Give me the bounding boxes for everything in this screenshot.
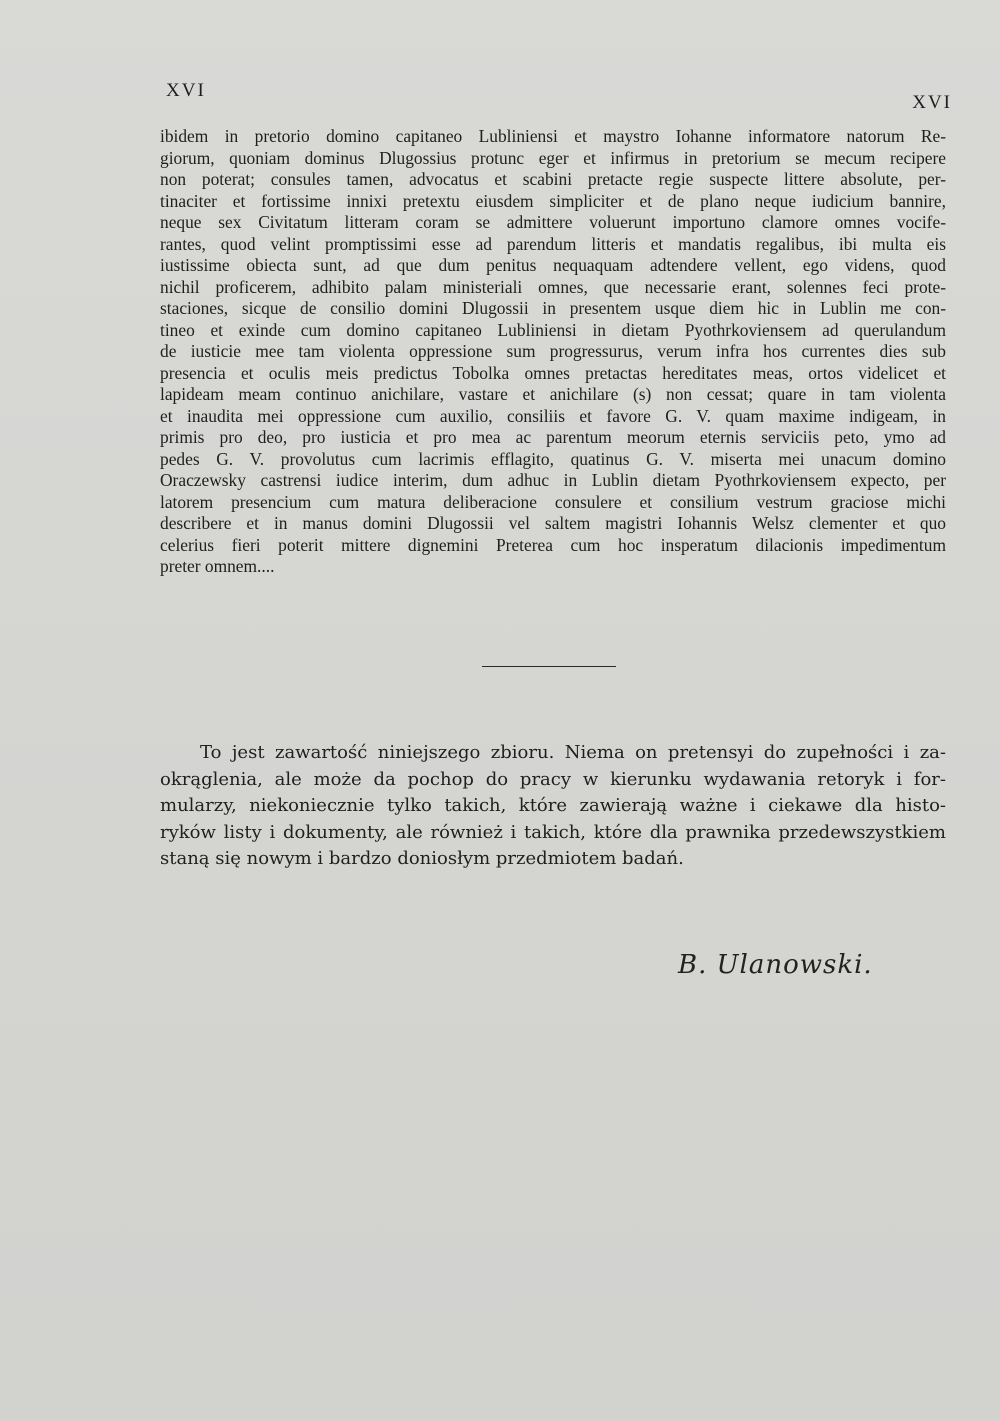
section-divider <box>482 666 616 667</box>
latin-line: et inaudita mei oppressione cum auxilio, consiliis et favore G. V. quam maxime indigeam, in <box>160 405 946 426</box>
latin-line: de iusticie mee tam violenta oppressione sum progressurus, verum infra hos currentes dies sub <box>160 341 946 361</box>
latin-line: describere et in manus domini Dlugossii vel saltem magistri Iohannis Welsz clementer et quo <box>160 513 946 533</box>
page-number-right: XVI <box>912 92 952 113</box>
latin-line: neque sex Civitatum litteram coram se admittere voluerunt importuno clamore omnes vocife- <box>160 212 946 232</box>
latin-line: latorem presencium cum matura deliberacione consulere et consilium vestrum graciose michi <box>160 491 946 512</box>
latin-line: nichil proficerem, adhibito palam ministeriali omnes, que necessarie erant, solennes feci prote- <box>160 276 946 297</box>
latin-line: giorum, quoniam dominus Dlugossius protunc eger et infirmus in pretorium se mecum recipere <box>160 147 946 168</box>
latin-line: iustissime obiecta sunt, ad que dum penitus nequaquam adtendere vellent, ego videns, quod <box>160 255 946 275</box>
latin-line: non poterat; consules tamen, advocatus et scabini pretacte regie suspecte littere absolute, per- <box>160 169 946 189</box>
latin-line: presencia et oculis meis predictus Tobolka omnes pretactas hereditates meas, ortos videlicet et <box>160 362 946 383</box>
latin-line: rantes, quod velint promptissimi esse ad parendum litteris et mandatis regalibus, ibi multa eis <box>160 233 946 254</box>
latin-line: tineo et exinde cum domino capitaneo Lubliniensi in dietam Pyothrkoviensem ad querulandum <box>160 319 946 340</box>
polish-line: ryków listy i dokumenty, ale również i takich, które dla prawnika przedewszystkiem <box>160 821 946 843</box>
latin-line: preter omnem.... <box>160 556 275 576</box>
latin-line: celerius fieri poterit mittere dignemini Preterea cum hoc insperatum dilacionis impedimentum <box>160 534 946 555</box>
latin-paragraph <box>160 126 946 578</box>
polish-line: mularzy, niekoniecznie tylko takich, które zawierają ważne i ciekawe dla histo- <box>160 795 946 816</box>
polish-paragraph <box>160 740 946 873</box>
latin-line: tinaciter et fortissime innixi pretextu eiusdem simpliciter et de plano neque iudicium bannire, <box>160 190 946 211</box>
latin-line: Oraczewsky castrensi iudice interim, dum adhuc in Lublin dietam Pyothrkoviensem expecto, per <box>160 470 946 490</box>
latin-line: pedes G. V. provolutus cum lacrimis efflagito, quatinus G. V. miserta mei unacum domino <box>160 448 946 469</box>
polish-line: To jest zawartość niniejszego zbioru. Niema on pretensyi do zupełności i za- <box>200 742 946 763</box>
polish-line: staną się nowym i bardzo doniosłym przedmiotem badań. <box>160 848 684 869</box>
page-number-left: XVI <box>166 80 206 101</box>
polish-line: okrąglenia, ale może da pochop do pracy w kierunku wydawania retoryk i for- <box>160 768 946 790</box>
latin-line: lapideam meam continuo anichilare, vastare et anichilare (s) non cessat; quare in tam violenta <box>160 384 946 404</box>
author-signature: B. Ulanowski. <box>678 950 873 980</box>
latin-line: primis pro deo, pro iusticia et pro mea ac parentum meorum eternis serviciis peto, ymo ad <box>160 427 946 447</box>
latin-line: staciones, sicque de consilio domini Dlugossii in presentem usque diem hic in Lublin me con- <box>160 298 946 318</box>
latin-line: ibidem in pretorio domino capitaneo Lubliniensi et maystro Iohanne informatore natorum Re- <box>160 126 946 146</box>
